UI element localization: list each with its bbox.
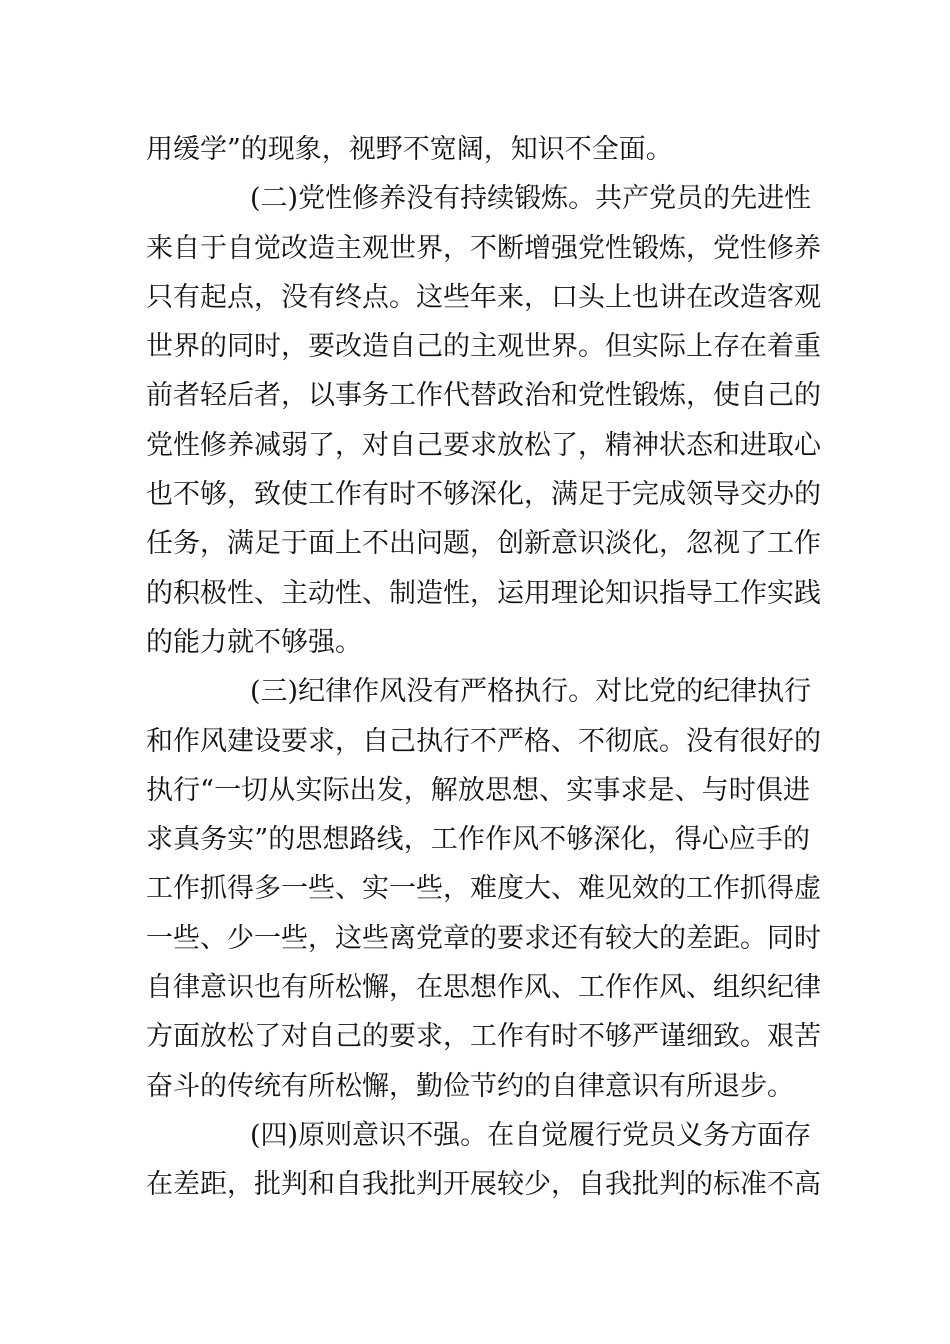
- text-line: 执行“一切从实际出发，解放思想、实事求是、与时俱进: [146, 774, 810, 806]
- text-line: 只有起点，没有终点。这些年来，口头上也讲在改造客观: [146, 281, 821, 313]
- text-line: 任务，满足于面上不出问题，创新意识淡化，忽视了工作: [146, 528, 821, 560]
- section-heading-line: (四)原则意识不强。在自觉履行党员义务方面存: [250, 1119, 812, 1151]
- text-line: 一些、少一些，这些离党章的要求还有较大的差距。同时: [146, 922, 821, 954]
- text-line: 来自于自觉改造主观世界，不断增强党性锻炼，党性修养: [146, 232, 821, 264]
- text-line: 的积极性、主动性、制造性，运用理论知识指导工作实践: [146, 577, 821, 609]
- text-line: 方面放松了对自己的要求，工作有时不够严谨细致。艰苦: [146, 1021, 821, 1053]
- section-heading-line: (二)党性修养没有持续锻炼。共产党员的先进性: [250, 183, 812, 215]
- text-line: 前者轻后者，以事务工作代替政治和党性锻炼，使自己的: [146, 380, 821, 412]
- text-line: 党性修养减弱了，对自己要求放松了，精神状态和进取心: [146, 429, 821, 461]
- text-line: 在差距，批判和自我批判开展较少，自我批判的标准不高: [146, 1169, 821, 1201]
- section-heading-line: (三)纪律作风没有严格执行。对比党的纪律执行: [250, 676, 812, 708]
- text-line: 世界的同时，要改造自己的主观世界。但实际上存在着重: [146, 331, 821, 363]
- text-line: 用缓学”的现象，视野不宽阔，知识不全面。: [146, 134, 673, 165]
- text-line: 也不够，致使工作有时不够深化，满足于完成领导交办的: [146, 479, 821, 511]
- text-line: 和作风建设要求，自己执行不严格、不彻底。没有很好的: [146, 725, 821, 757]
- document-body: [146, 125, 821, 1210]
- text-line: 自律意识也有所松懈，在思想作风、工作作风、组织纪律: [146, 972, 821, 1004]
- text-line: 工作抓得多一些、实一些，难度大、难见效的工作抓得虚: [146, 873, 821, 905]
- text-line: 奋斗的传统有所松懈，勤俭节约的自律意识有所退步。: [146, 1070, 794, 1102]
- text-line: 的能力就不够强。: [146, 626, 362, 658]
- text-line: 求真务实”的思想路线，工作作风不够深化，得心应手的: [146, 824, 810, 856]
